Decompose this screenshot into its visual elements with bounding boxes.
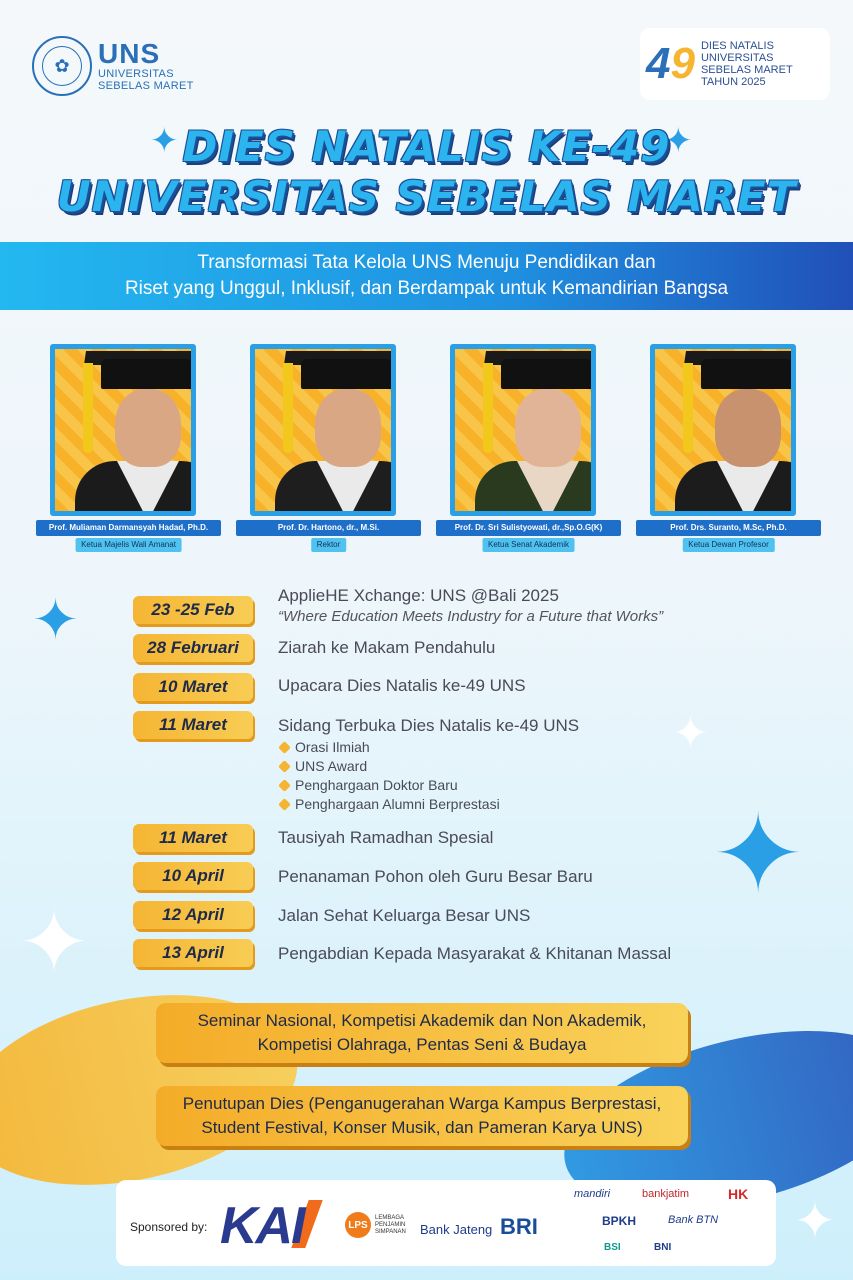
sparkle-icon: ✦ — [794, 1193, 836, 1249]
schedule-event: Sidang Terbuka Dies Natalis ke-49 UNS — [278, 716, 580, 735]
penutupan-line2: Student Festival, Konser Musik, dan Pameran Karya UNS) — [201, 1118, 643, 1137]
portrait-photo — [50, 344, 196, 516]
bsi-logo: BSI — [604, 1242, 621, 1253]
schedule-date: 11 Maret — [133, 711, 253, 739]
schedule-event: Penanaman Pohon oleh Guru Besar Baru — [278, 867, 593, 886]
dies-logo-line: UNIVERSITAS — [700, 52, 774, 64]
seminar-line2: Kompetisi Olahraga, Pentas Seni & Budaya — [257, 1035, 587, 1054]
list-item: Penghargaan Alumni Berprestasi — [280, 795, 500, 814]
seminar-box — [156, 1003, 688, 1063]
schedule-date: 12 April — [133, 901, 253, 929]
schedule-event: Pengabdian Kepada Masyarakat & Khitanan Massal — [278, 944, 672, 963]
schedule-date: 13 April — [133, 939, 253, 967]
uns-seal-icon: ✿ — [32, 36, 92, 96]
theme-banner — [0, 242, 853, 310]
bpkh-logo: BPKH — [602, 1214, 637, 1228]
person-role: Ketua Majelis Wali Amanat — [75, 538, 182, 552]
btn-logo: Bank BTN — [668, 1214, 719, 1226]
dies-49-mark: 49 — [646, 39, 695, 88]
person-role: Rektor — [311, 538, 347, 552]
theme-line2: Riset yang Unggul, Inklusif, dan Berdampak untuk Kemandirian Bangsa — [124, 278, 729, 299]
schedule-date: 23 -25 Feb — [133, 596, 253, 624]
person-card — [236, 326, 421, 556]
bank-jateng-logo: Bank Jateng — [420, 1222, 493, 1237]
uns-logo-title: UNS — [98, 38, 161, 69]
schedule-event: Tausiyah Ramadhan Spesial — [278, 828, 494, 847]
schedule-event-subtitle: “Where Education Meets Industry for a Future that Works” — [278, 608, 664, 625]
theme-line1: Transformasi Tata Kelola UNS Menuju Pendidikan dan — [197, 252, 656, 273]
schedule-date: 11 Maret — [133, 824, 253, 852]
person-role: Ketua Dewan Profesor — [682, 538, 775, 552]
sparkle-icon: ✦ — [32, 588, 79, 651]
portrait-photo — [650, 344, 796, 516]
person-role: Ketua Senat Akademik — [482, 538, 575, 552]
sparkle-icon: ✦ — [664, 122, 693, 160]
person-name: Prof. Dr. Hartono, dr., M.Si. — [236, 520, 421, 536]
person-card — [636, 326, 821, 556]
uns-logo-line1: UNIVERSITAS — [98, 68, 174, 80]
page-title-line2: UNIVERSITAS SEBELAS MARET — [56, 172, 797, 221]
person-card — [36, 326, 221, 556]
sparkle-icon: ✦ — [18, 895, 91, 991]
page-title-line1: DIES NATALIS KE-49 — [182, 122, 671, 171]
person-name: Prof. Dr. Sri Sulistyowati, dr.,Sp.O.G(K) — [436, 520, 621, 536]
schedule-date: 10 April — [133, 862, 253, 890]
dies-logo-line: SEBELAS MARET — [700, 64, 793, 76]
schedule-event: ApplieHE Xchange: UNS @Bali 2025 — [278, 586, 559, 605]
schedule-date: 10 Maret — [133, 673, 253, 701]
portrait-photo — [450, 344, 596, 516]
list-item: Orasi Ilmiah — [280, 738, 500, 757]
kai-logo: KAI — [220, 1197, 304, 1255]
bri-logo: BRI — [500, 1214, 538, 1239]
lps-logo: LPS LEMBAGA PENJAMIN SIMPANAN — [345, 1212, 406, 1238]
dies-logo-line: DIES NATALIS — [700, 40, 774, 52]
uns-logo-line2: SEBELAS MARET — [98, 80, 194, 92]
person-card — [436, 326, 621, 556]
portrait-photo — [250, 344, 396, 516]
sparkle-icon: ✦ — [150, 122, 179, 160]
schedule-date: 28 Februari — [133, 634, 253, 662]
person-name: Prof. Muliaman Darmansyah Hadad, Ph.D. — [36, 520, 221, 536]
list-item: UNS Award — [280, 757, 500, 776]
sponsored-by-label: Sponsored by: — [130, 1220, 208, 1234]
dies-natalis-logo — [640, 28, 830, 100]
schedule-event: Ziarah ke Makam Pendahulu — [278, 638, 496, 657]
sparkle-icon: ✦ — [712, 793, 805, 916]
penutupan-box — [156, 1086, 688, 1146]
hk-logo: HK — [728, 1186, 749, 1202]
bni-logo: BNI — [654, 1242, 672, 1253]
schedule-event: Jalan Sehat Keluarga Besar UNS — [278, 906, 531, 925]
dies-logo-line: TAHUN 2025 — [700, 76, 766, 88]
seminar-line1: Seminar Nasional, Kompetisi Akademik dan Non Akademik, — [197, 1011, 647, 1030]
bankjatim-logo: bankjatim — [642, 1188, 690, 1200]
sparkle-icon: ✦ — [672, 709, 709, 758]
schedule-bullet-list — [280, 738, 500, 814]
list-item: Penghargaan Doktor Baru — [280, 776, 500, 795]
person-name: Prof. Drs. Suranto, M.Sc, Ph.D. — [636, 520, 821, 536]
mandiri-logo: mandiri — [574, 1188, 611, 1200]
penutupan-line1: Penutupan Dies (Penganugerahan Warga Kampus Berprestasi, — [182, 1094, 662, 1113]
uns-logo — [32, 34, 202, 98]
schedule-event: Upacara Dies Natalis ke-49 UNS — [278, 676, 526, 695]
